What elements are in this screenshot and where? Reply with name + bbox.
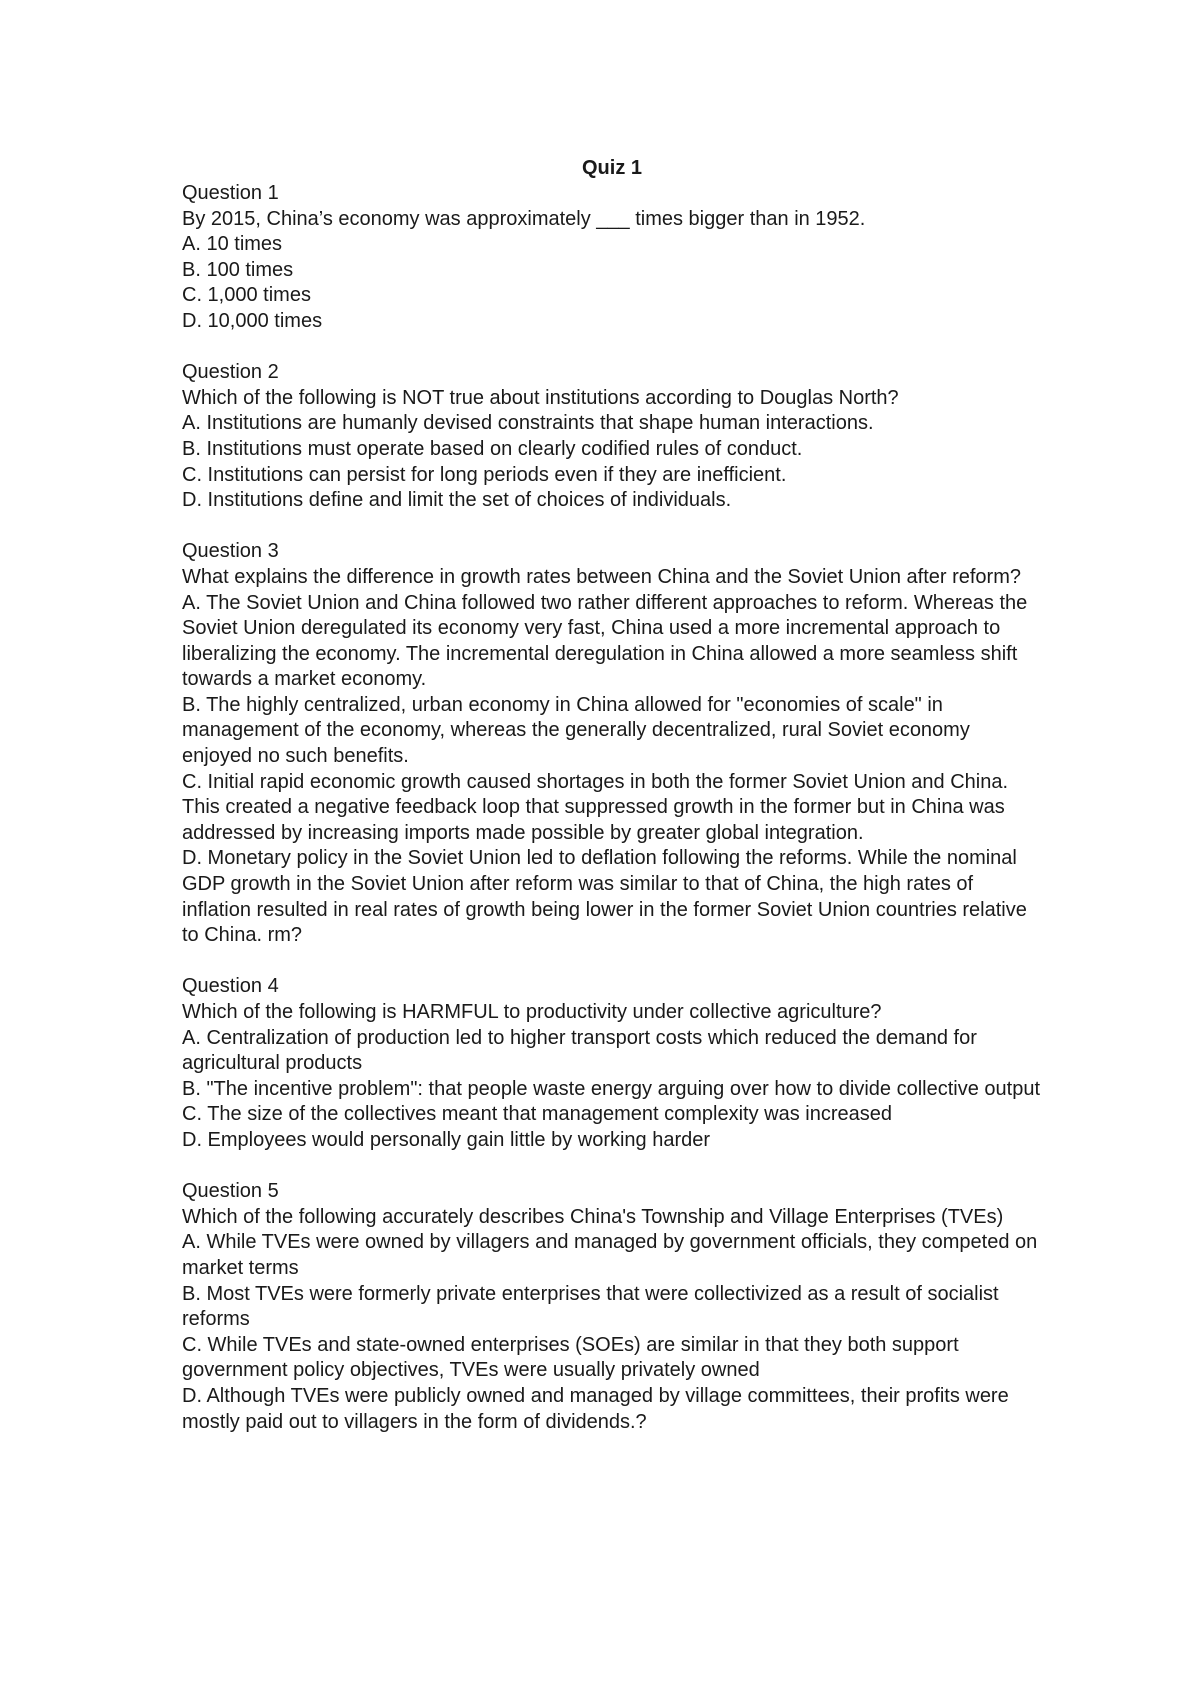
answer-option-b: B. "The incentive problem": that people waste energy arguing over how to divide collective output [182,1077,1041,1100]
answer-option-a: A. The Soviet Union and China followed two rather different approaches to reform. Whereas the Soviet Union deregulated its economy very fast, China used a more incremental approach to liberalizing the economy. The incremental deregulation in China allowed a more seamless shift towards a market economy. [182,591,1028,691]
document-page [182,156,1042,1435]
question-label: Question 5 [182,1180,279,1203]
answer-option-c: C. While TVEs and state-owned enterprises (SOEs) are similar in that they both support government policy objectives, TVEs were usually privately owned [182,1333,959,1382]
question-2 [182,360,1042,514]
answer-option-d: D. Monetary policy in the Soviet Union led to deflation following the reforms. While the nominal GDP growth in the Soviet Union after reform was similar to that of China, the high rates of inflation resulted in real rates of growth being lower in the former Soviet Union countries relative to China. rm? [182,847,1027,947]
question-label: Question 3 [182,540,279,563]
answer-option-d: D. 10,000 times [182,309,323,332]
question-4 [182,974,1042,1153]
question-5 [182,1179,1042,1435]
answer-option-a: A. 10 times [182,233,283,256]
question-text: By 2015, China’s economy was approximately ___ times bigger than in 1952. [182,207,866,230]
answer-option-a: A. While TVEs were owned by villagers and managed by government officials, they competed on market terms [182,1231,1038,1279]
answer-option-c: C. The size of the collectives meant that management complexity was increased [182,1103,892,1126]
question-label: Question 1 [182,182,279,204]
question-3 [182,539,1042,949]
question-text: Which of the following accurately describes China's Township and Village Enterprises (TVEs) [182,1205,1004,1228]
answer-option-c: C. Initial rapid economic growth caused shortages in both the former Soviet Union and China. This created a negative feedback loop that suppressed growth in the former but in China was addressed by increasing imports made possible by greater global integration. [182,770,1009,844]
answer-option-b: B. Institutions must operate based on clearly codified rules of conduct. [182,437,803,460]
answer-option-a: A. Institutions are humanly devised constraints that shape human interactions. [182,412,874,435]
page-title: Quiz 1 [581,157,642,179]
answer-option-d: D. Although TVEs were publicly owned and managed by village committees, their profits were mostly paid out to villagers in the form of dividends.? [182,1384,1009,1433]
answer-option-c: C. 1,000 times [182,284,311,307]
question-text: Which of the following is NOT true about institutions according to Douglas North? [182,386,899,409]
answer-option-d: D. Employees would personally gain little by working harder [182,1128,711,1151]
answer-option-a: A. Centralization of production led to higher transport costs which reduced the demand for agricultural products [182,1026,977,1075]
question-text: What explains the difference in growth rates between China and the Soviet Union after reform? [182,565,1021,588]
answer-option-b: B. Most TVEs were formerly private enterprises that were collectivized as a result of socialist reforms [182,1282,999,1331]
question-1 [182,181,1042,335]
answer-option-d: D. Institutions define and limit the set of choices of individuals. [182,489,732,512]
answer-option-b: B. 100 times [182,258,294,281]
answer-option-b: B. The highly centralized, urban economy in China allowed for "economies of scale" in management of the economy, whereas the generally decentralized, rural Soviet economy enjoyed no such benefits. [182,693,970,768]
answer-option-c: C. Institutions can persist for long periods even if they are inefficient. [182,463,787,486]
question-label: Question 2 [182,361,279,384]
question-label: Question 4 [182,975,279,998]
question-text: Which of the following is HARMFUL to productivity under collective agriculture? [182,1001,882,1023]
